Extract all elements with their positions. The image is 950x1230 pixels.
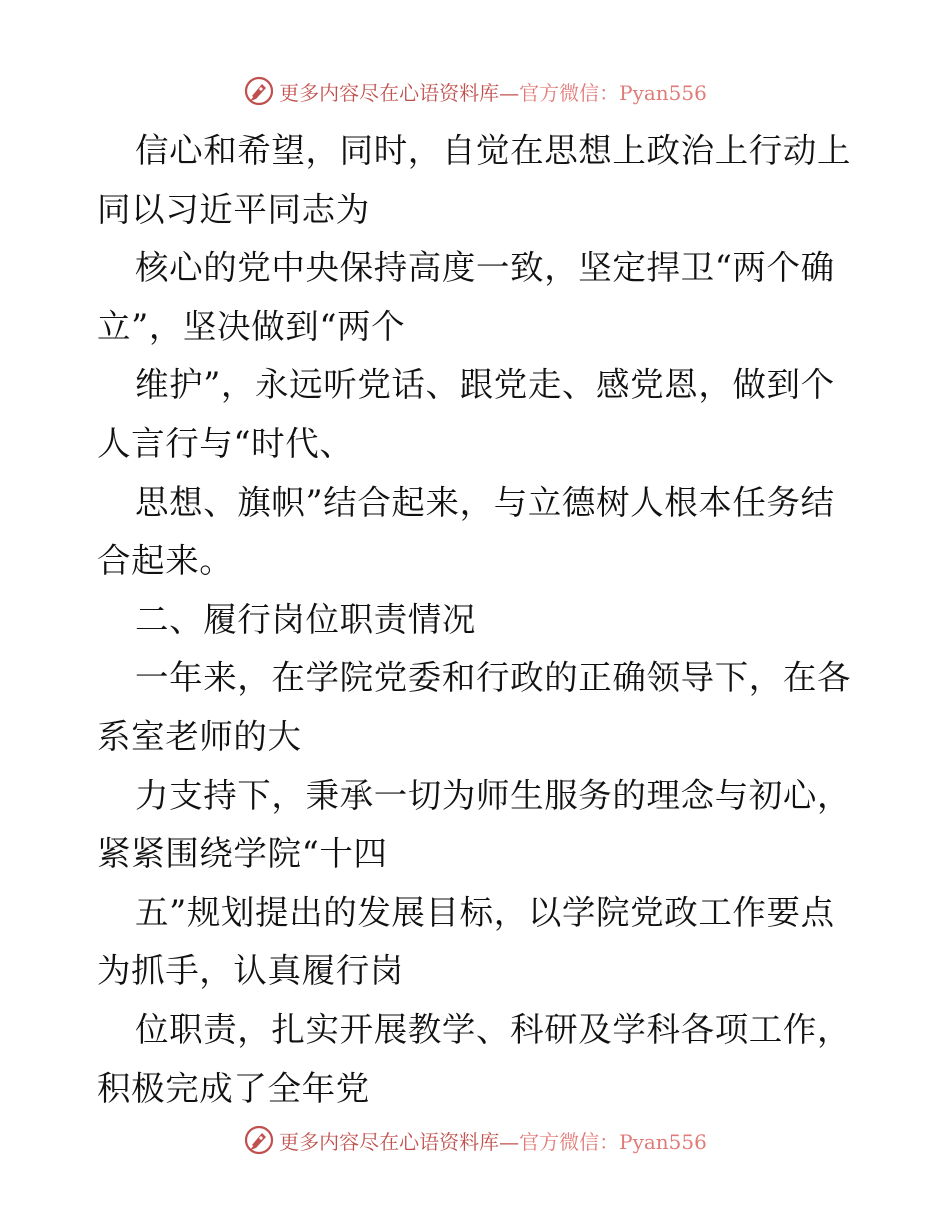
document-body [97,122,857,1118]
banner-site-text: 更多内容尽在心语资料库 [279,80,500,105]
banner-dash: — [499,1129,520,1154]
text-line: 积极完成了全年党 [97,1068,370,1108]
pen-nib-seal-icon [243,75,275,107]
text-line: 力支持下，秉承一切为师生服务的理念与初心， [135,775,852,815]
text-line: 核心的党中央保持高度一致，坚定捍卫“两个确 [135,248,835,288]
text-line: 系室老师的大 [97,716,302,756]
section-heading: 二、履行岗位职责情况 [135,599,476,639]
text-line: 紧紧围绕学院“十四 [97,834,388,874]
text-line: 为抓手，认真履行岗 [97,951,404,991]
text-line: 一年来，在学院党委和行政的正确领导下，在各 [135,658,852,698]
text-line: 维护”，永远听党话、跟党走、感党恩，做到个 [135,365,835,405]
footer-banner [0,1123,950,1157]
text-line: 合起来。 [97,541,234,581]
banner-wechat-text: 官方微信：Pyan556 [519,80,707,105]
header-banner [0,74,950,108]
banner-dash: — [499,80,520,105]
pen-nib-seal-icon [243,1124,275,1156]
text-line: 五”规划提出的发展目标，以学院党政工作要点 [135,892,835,932]
text-line: 位职责，扎实开展教学、科研及学科各项工作， [135,1009,852,1049]
banner-site-text: 更多内容尽在心语资料库 [279,1129,500,1154]
text-line: 思想、旗帜”结合起来，与立德树人根本任务结 [135,482,835,522]
text-line: 信心和希望，同时，自觉在思想上政治上行动上 [135,131,852,170]
text-line: 同以习近平同志为 [97,189,370,229]
text-line: 人言行与“时代、 [97,423,354,463]
banner-wechat-text: 官方微信：Pyan556 [519,1129,707,1154]
text-line: 立”，坚决做到“两个 [97,306,406,346]
